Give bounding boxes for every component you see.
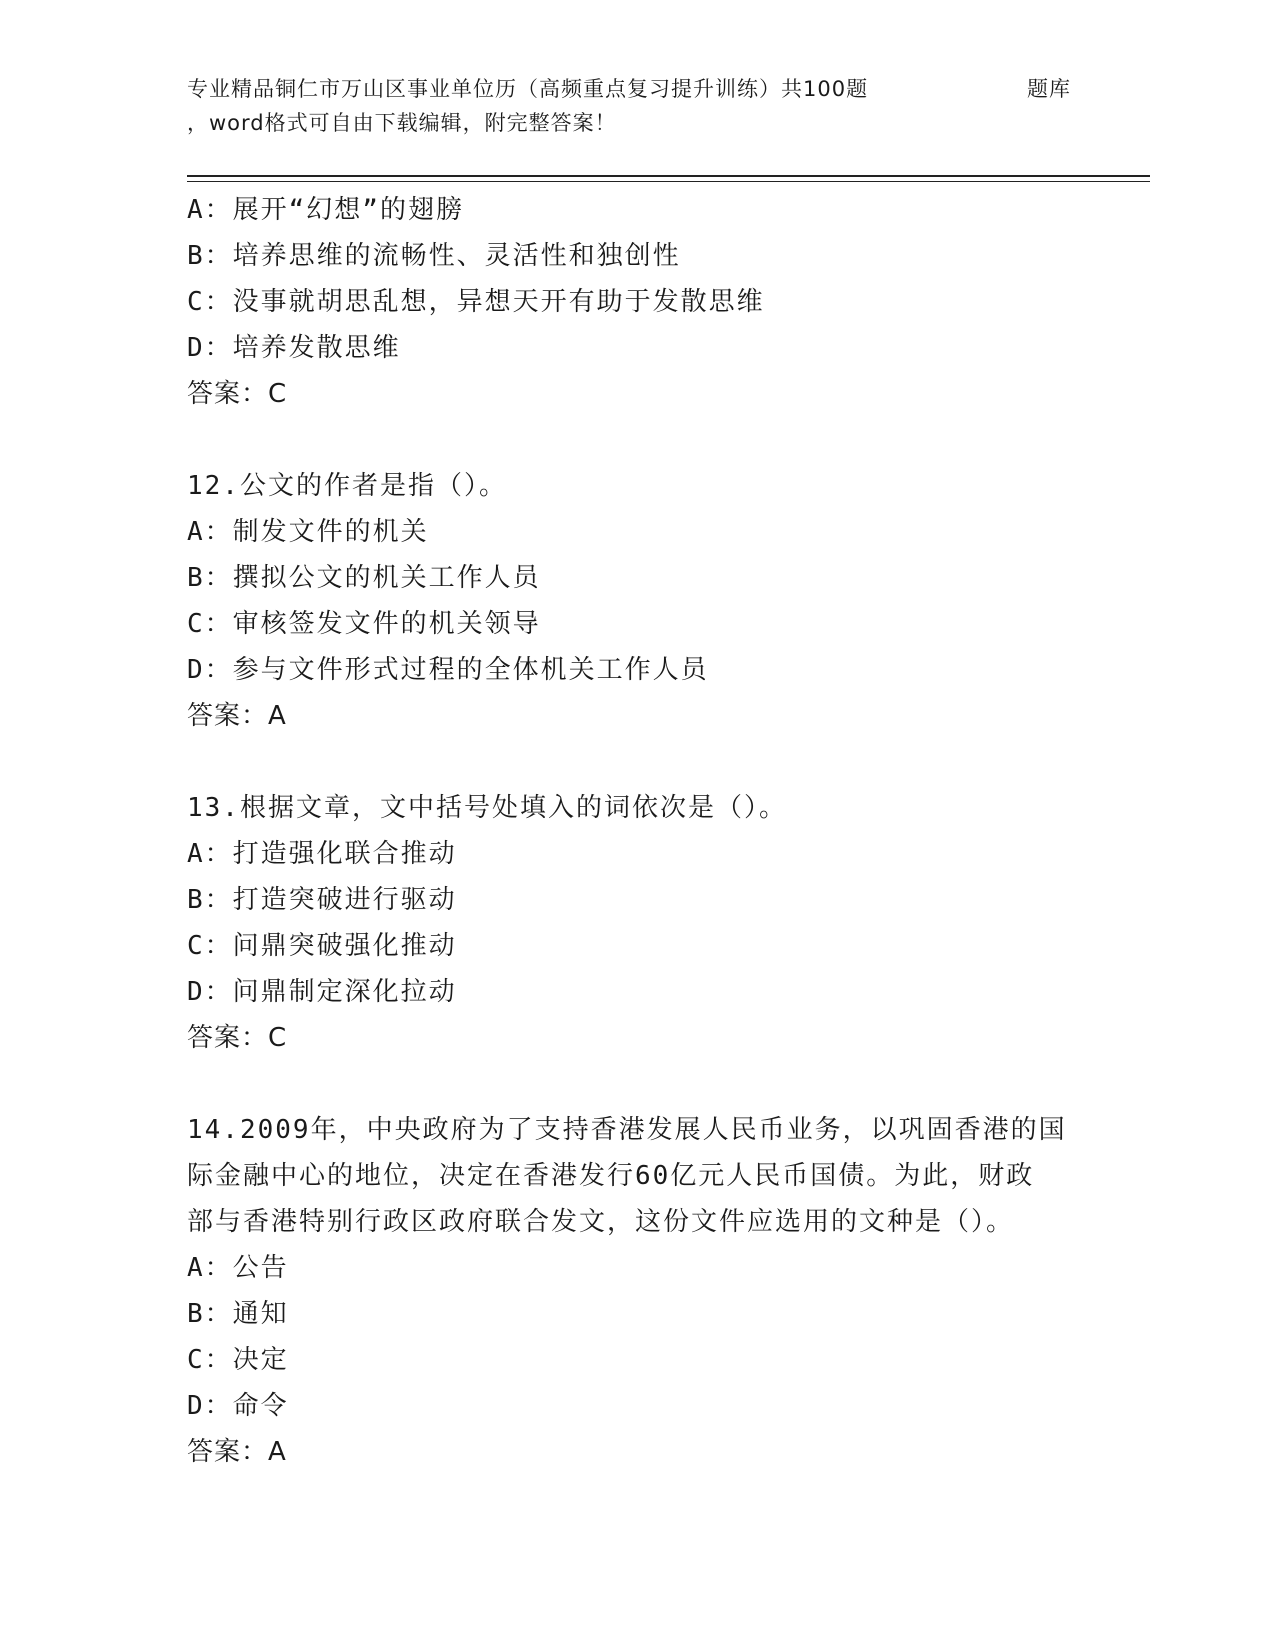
header-divider-thin	[187, 181, 1150, 182]
option-c: C：没事就胡思乱想，异想天开有助于发散思维	[187, 287, 765, 317]
spacer	[187, 739, 1087, 785]
spacer	[187, 1061, 1087, 1107]
question-text-line-2: 际金融中心的地位，决定在香港发行60亿元人民币国债。为此，财政	[187, 1161, 1035, 1191]
option-c: C：问鼎突破强化推动	[187, 931, 457, 961]
header-tag: 题库	[1027, 77, 1071, 101]
option-d: D：参与文件形式过程的全体机关工作人员	[187, 655, 709, 685]
option-c: C：审核签发文件的机关领导	[187, 609, 541, 639]
option-a: A：打造强化联合推动	[187, 839, 457, 869]
question-list	[187, 187, 1087, 1475]
question-text-line-1: 14.2009年，中央政府为了支持香港发展人民币业务，以巩固香港的国	[187, 1115, 1067, 1145]
question-text: 12.公文的作者是指（）。	[187, 471, 507, 501]
question-block-14	[187, 1107, 1087, 1475]
option-d: D：培养发散思维	[187, 333, 401, 363]
answer-line: 答案：C	[187, 379, 288, 409]
question-block-13	[187, 785, 1087, 1061]
question-text: 13.根据文章，文中括号处填入的词依次是（）。	[187, 793, 787, 823]
option-b: B：通知	[187, 1299, 289, 1329]
header-title: 专业精品铜仁市万山区事业单位历（高频重点复习提升训练）共100题	[187, 77, 869, 101]
answer-line: 答案：C	[187, 1023, 288, 1053]
option-a: A：制发文件的机关	[187, 517, 429, 547]
question-text-line-3: 部与香港特别行政区政府联合发文，这份文件应选用的文种是（）。	[187, 1207, 1015, 1237]
question-block-12	[187, 463, 1087, 739]
option-b: B：培养思维的流畅性、灵活性和独创性	[187, 241, 681, 271]
option-b: B：撰拟公文的机关工作人员	[187, 563, 541, 593]
answer-line: 答案：A	[187, 701, 287, 731]
option-a: A：公告	[187, 1253, 289, 1283]
option-d: D：问鼎制定深化拉动	[187, 977, 457, 1007]
answer-line: 答案：A	[187, 1437, 287, 1467]
option-c: C：决定	[187, 1345, 289, 1375]
spacer	[187, 417, 1087, 463]
question-block-11	[187, 187, 1087, 417]
header-title-line	[187, 72, 1087, 106]
header-divider-thick	[187, 175, 1150, 177]
header-subtitle: ，word格式可自由下载编辑，附完整答案！	[187, 111, 617, 135]
page-header	[187, 72, 1087, 140]
option-a: A：展开“幻想”的翅膀	[187, 195, 464, 225]
option-d: D：命令	[187, 1391, 289, 1421]
option-b: B：打造突破进行驱动	[187, 885, 457, 915]
